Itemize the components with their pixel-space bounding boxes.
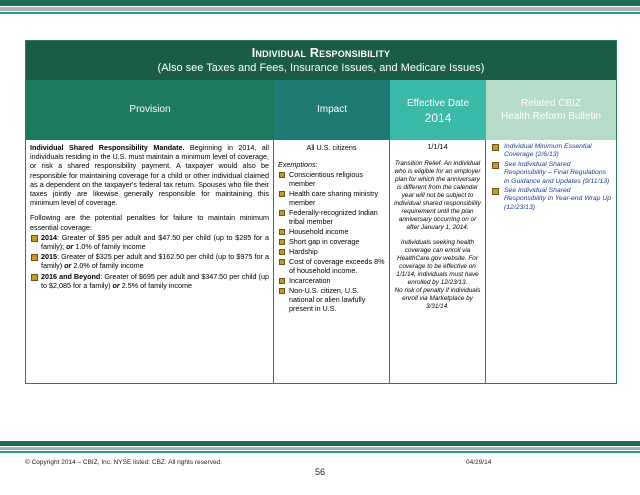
provision-cell [26, 140, 274, 383]
list-item [278, 208, 385, 226]
square-bullet-icon [31, 274, 38, 281]
related-link[interactable] [490, 187, 612, 212]
header-effective-label: Effective Date [406, 98, 470, 109]
list-item [278, 189, 385, 207]
penalty-or: or [66, 242, 74, 252]
top-band-green [0, 0, 640, 6]
penalty-year: 2016 and Beyond [41, 271, 101, 281]
exemptions-list [278, 170, 385, 313]
impact-head: All U.S. citizens [306, 143, 357, 152]
square-bullet-icon [279, 278, 285, 284]
list-item [278, 276, 385, 285]
exemption-text: Conscientious religious member [289, 170, 363, 188]
header-impact-label: Impact [316, 104, 347, 115]
effective-date: 1/1/14 [427, 142, 448, 151]
penalty-tail: 1.0% of family income [73, 242, 146, 252]
penalty-text: : Greater of $325 per adult and $162.50 per child (up to $975 for a family) [41, 252, 269, 271]
header-effective-year: 2014 [424, 111, 452, 125]
provision-title: Individual Shared Responsibility Mandate. [30, 143, 185, 152]
page-subtitle: (Also see Taxes and Fees, Insurance Issues, and Medicare Issues) [157, 62, 485, 74]
penalty-list [30, 233, 269, 290]
header-related-label2: Health Reform Bulletin [500, 111, 602, 122]
page-number: 56 [314, 467, 325, 477]
header-effective-date [390, 80, 486, 140]
square-bullet-icon [279, 249, 285, 255]
effective-cell [390, 140, 486, 383]
header-related-label1: Related CBIZ [520, 98, 582, 109]
exemption-text: Cost of coverage exceeds 8% of household income. [289, 257, 385, 275]
related-link[interactable] [490, 143, 612, 160]
footer-copyright: © Copyright 2014 – CBIZ, Inc. NYSE listed: CBZ. All rights reserved. [25, 459, 222, 466]
list-item [278, 286, 385, 313]
exemption-text: Non-U.S. citizen, U.S. national or alien lawfully present in U.S. [289, 286, 366, 313]
header-provision [26, 80, 274, 140]
list-item [30, 272, 269, 290]
penalty-tail: 2.5% of family income [119, 280, 193, 290]
related-link-text[interactable]: See Individual Shared Responsibility in Year-end Wrap Up (12/23/13) [504, 187, 612, 211]
header-impact [274, 80, 390, 140]
square-bullet-icon [279, 172, 285, 178]
top-band-teal [0, 12, 640, 14]
penalty-year: 2015 [41, 252, 57, 262]
list-item [278, 170, 385, 188]
related-link-text[interactable]: See Individual Shared Responsibility – Final Regulations in Guidance and Updates (9/11/13) [504, 160, 610, 185]
penalty-note-text: No risk of penalty if individuals enroll via Marketplace by 3/31/14. [394, 287, 481, 310]
penalty-or: or [112, 280, 120, 290]
list-item [30, 252, 269, 270]
square-bullet-icon [492, 144, 499, 151]
list-item [278, 237, 385, 246]
page-title: Individual Responsibility [251, 46, 391, 60]
square-bullet-icon [31, 254, 38, 261]
impact-cell [274, 140, 390, 383]
transition-relief-text: Transition Relief. An individual who is eligible for an employer plan for which the anniversary is different from the calendar year will not be subject to individual shared responsibility requirement until the plan anniversary occurring on or after January 1, 2014. [394, 160, 481, 231]
square-bullet-icon [279, 210, 285, 216]
bottom-band-teal [0, 451, 640, 453]
list-item [278, 257, 385, 275]
square-bullet-icon [279, 229, 285, 235]
provision-para2: Following are the potential penalties for failure to maintain minimum essential coverage: [30, 213, 269, 232]
related-link-text[interactable]: Individual Minimum Essential Coverage (2/6/13) [504, 143, 592, 159]
penalty-or: or [64, 261, 72, 271]
exemption-text: Short gap in coverage [289, 237, 360, 246]
bottom-band-gray [0, 447, 640, 450]
table-title [26, 41, 616, 80]
exemption-text: Federally-recognized Indian tribal member [289, 208, 378, 226]
exemption-text: Incarceration [289, 276, 331, 285]
exemption-text: Health care sharing ministry member [289, 189, 379, 207]
provision-body: Beginning in 2014, all individuals residing in the U.S. must maintain a minimum level of coverage, or risk a shared responsibility payment. A taxpayer would also be responsible for maintaining coverage for a child or other individual claimed as a dependent on the taxpayer's federal tax return. Spouses who file their taxes jointly are likewise generally responsible for maintaining this minimum level of coverage. [30, 143, 269, 208]
footer-date: 04/29/14 [466, 459, 492, 466]
exemption-text: Hardship [289, 247, 318, 256]
square-bullet-icon [492, 188, 499, 195]
square-bullet-icon [279, 239, 285, 245]
header-related [486, 80, 616, 140]
provision-para1 [30, 143, 269, 207]
related-link[interactable] [490, 161, 612, 186]
top-band-gray [0, 7, 640, 11]
square-bullet-icon [279, 191, 285, 197]
list-item [278, 227, 385, 236]
square-bullet-icon [279, 288, 285, 294]
related-cell [486, 140, 616, 383]
content-table [25, 40, 617, 384]
penalty-tail: 2.0% of family income [71, 261, 144, 271]
exemption-text: Household income [289, 227, 349, 236]
penalty-year: 2014 [41, 232, 57, 242]
header-provision-label: Provision [129, 104, 171, 115]
square-bullet-icon [31, 235, 38, 242]
list-item [278, 247, 385, 256]
square-bullet-icon [492, 162, 499, 169]
bottom-band-green [0, 441, 640, 446]
square-bullet-icon [279, 259, 285, 265]
list-item [30, 233, 269, 251]
penalty-text: : Greater of $695 per adult and $347.50 per child (up to $2,085 for a family) [41, 271, 269, 290]
penalty-text: : Greater of $95 per adult and $47.50 per child (up to $285 for a family); [41, 232, 269, 252]
enroll-text: Individuals seeking health coverage can enroll via HealthCare.gov website. For coverage to be effective on 1/1/14, individuals must have enrolled by 12/23/13. [396, 239, 479, 286]
exemptions-label: Exemptions: [278, 160, 318, 169]
related-list [490, 143, 612, 212]
